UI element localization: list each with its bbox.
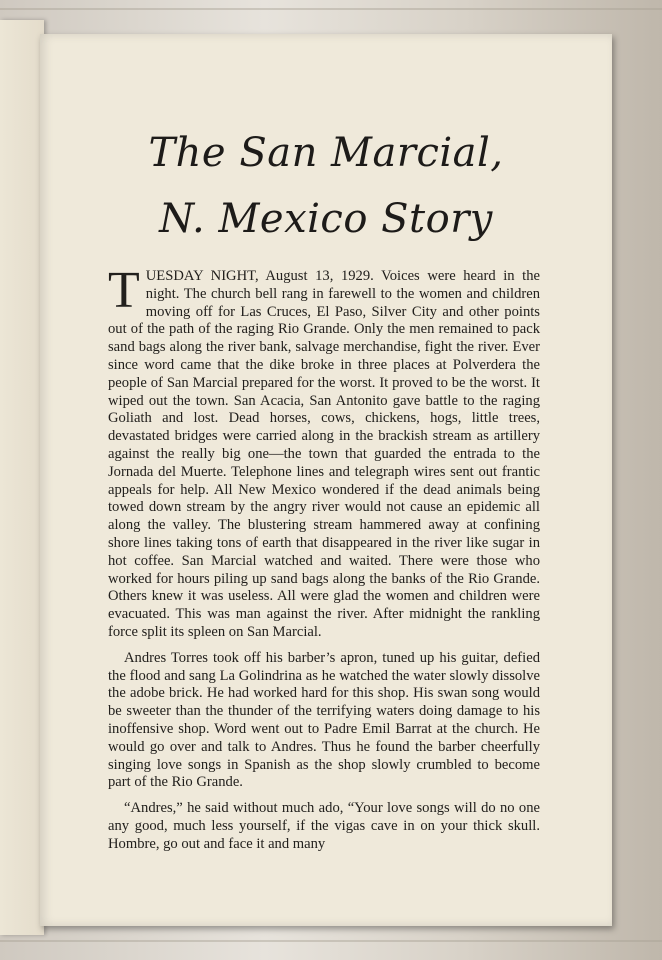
paragraph-1-text: UESDAY NIGHT, August 13, 1929. Voices were heard in the night. The church bell rang in farewell to the women and children moving off for Las Cruces, El Paso, Silver City and other points out of the path of the raging Rio Grande. Only the men remained to pack sand bags along the river bank, salvage merchandise, fight the river. Ever since word came that the dike broke in three places at Polverdera the people of San Marcial prepared for the worst. It proved to be the worst. It wiped out the town. San Acacia, San Antonito gave battle to the raging Goliath and lost. Dead horses, cows, chickens, hogs, little trees, devastated bridges were carried along in the brackish stream as artillery against the really big one—the town that guarded the entrada to the Jornada del Muerte. Telephone lines and telegraph wires sent out frantic appeals for help. All New Mexico wondered if the dead animals being towed down stream by the angry river would not cause an epidemic all along the valley. The blustering stream hammered away at confining shore lines taking tons of earth that disappeared in the river like sugar in hot coffee. San Marcial watched and waited. There were those who worked for hours piling up sand bags along the banks of the Rio Grande. Others knew it was useless. All were glad the women and children were evacuated. This was man against the river. After midnight the rankling force split its spleen on San Marcial. [108, 268, 540, 640]
page-title-line-2: N. Mexico Story [159, 196, 493, 242]
left-page-edge [0, 20, 44, 935]
background-wood-grain [0, 8, 662, 10]
paragraph-2: Andres Torres took off his barber’s apron, tuned up his guitar, defied the flood and sang La Golindrina as he watched the water slowly dissolve the adobe brick. He had worked hard for this shop. His swan song would be sweeter than the thunder of the terrifying waters doing damage to his inoffensive shop. Word went out to Padre Emil Barrat at the church. He would go over and talk to Andres. Thus he found the barber cheerfully singing love songs in Spanish as the shop slowly crumbled to become part of the Rio Grande. [108, 649, 540, 791]
article-body [108, 262, 540, 862]
book-page [40, 34, 612, 926]
paragraph-1 [108, 262, 540, 642]
paragraph-3: “Andres,” he said without much ado, “Your love songs will do no one any good, much less yourself, if the vigas cave in on your thick skull. Hombre, go out and face it and many [108, 800, 540, 852]
drop-cap: T [108, 262, 140, 319]
background-wood-grain [0, 940, 662, 942]
page-title-line-1: The San Marcial, [148, 130, 504, 176]
